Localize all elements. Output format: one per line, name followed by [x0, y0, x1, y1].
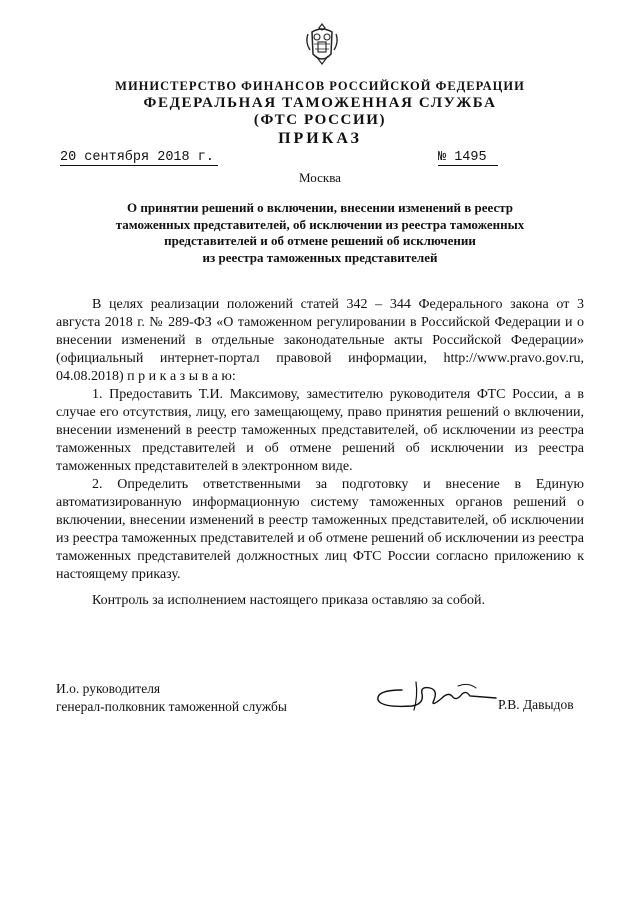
signer-title-line1: И.о. руководителя — [56, 681, 161, 696]
service-name-line2: (ФТС РОССИИ) — [253, 112, 387, 128]
document-subject — [0, 200, 640, 266]
subject-line1: О принятии решений о включении, внесении изменений в реестр — [127, 200, 513, 215]
russian-coat-of-arms-icon — [302, 20, 342, 68]
document-type: ПРИКАЗ — [278, 130, 362, 147]
service-name-line1: ФЕДЕРАЛЬНАЯ ТАМОЖЕННАЯ СЛУЖБА — [143, 95, 497, 111]
signer-title — [56, 680, 287, 716]
subject-line2: таможенных представителей, об исключении из реестра таможенных — [115, 216, 525, 232]
document-date: 20 сентября 2018 г. — [60, 150, 218, 166]
document-number: № 1495 — [438, 150, 498, 166]
handwritten-signature — [372, 678, 498, 714]
body-paragraph-4: Контроль за исполнением настоящего приказа оставляю за собой. — [92, 593, 486, 608]
signer-name: Р.В. Давыдов — [498, 697, 574, 712]
document-city: Москва — [299, 170, 341, 185]
body-paragraph-1: В целях реализации положений статей 342 – 344 Федерального закона от 3 августа 2018 г. № 289-ФЗ «О таможенном регулировании в Российской Федерации и о внесении изменений в отдельные законодательные акты Российской Федерации» (официальный интернет-портал правовой информации, http://www.pravo.gov.ru, 04.08.2018) п р и к а з ы в а ю: — [56, 297, 584, 384]
service-name — [0, 95, 640, 129]
ministry-name: МИНИСТЕРСТВО ФИНАНСОВ РОССИЙСКОЙ ФЕДЕРАЦИИ — [115, 79, 525, 93]
signer-title-line2: генерал-полковник таможенной службы — [56, 699, 287, 714]
body-paragraph-3: 2. Определить ответственными за подготовку и внесение в Единую автоматизированную информационную систему таможенных органов решений о включении, внесении изменений в реестр таможенных представителей, об исключении из реестра таможенных представителей и об отмене решений об исключении из реестра таможенных представителей должностных лиц ФТС России согласно приложению к настоящему приказу. — [56, 477, 584, 582]
subject-line4: из реестра таможенных представителей — [202, 249, 438, 265]
subject-line3: представителей и об отмене решений об исключении — [164, 233, 476, 248]
body-paragraph-2: 1. Предоставить Т.И. Максимову, заместителю руководителя ФТС России, а в случае его отсутствия, лицу, его замещающему, право принятия решений о включении, внесении изменений в реестр таможенных представителей, об исключении из реестра таможенных представителей и об отмене решений об исключении из реестра таможенных представителей в электронном виде. — [56, 387, 584, 474]
